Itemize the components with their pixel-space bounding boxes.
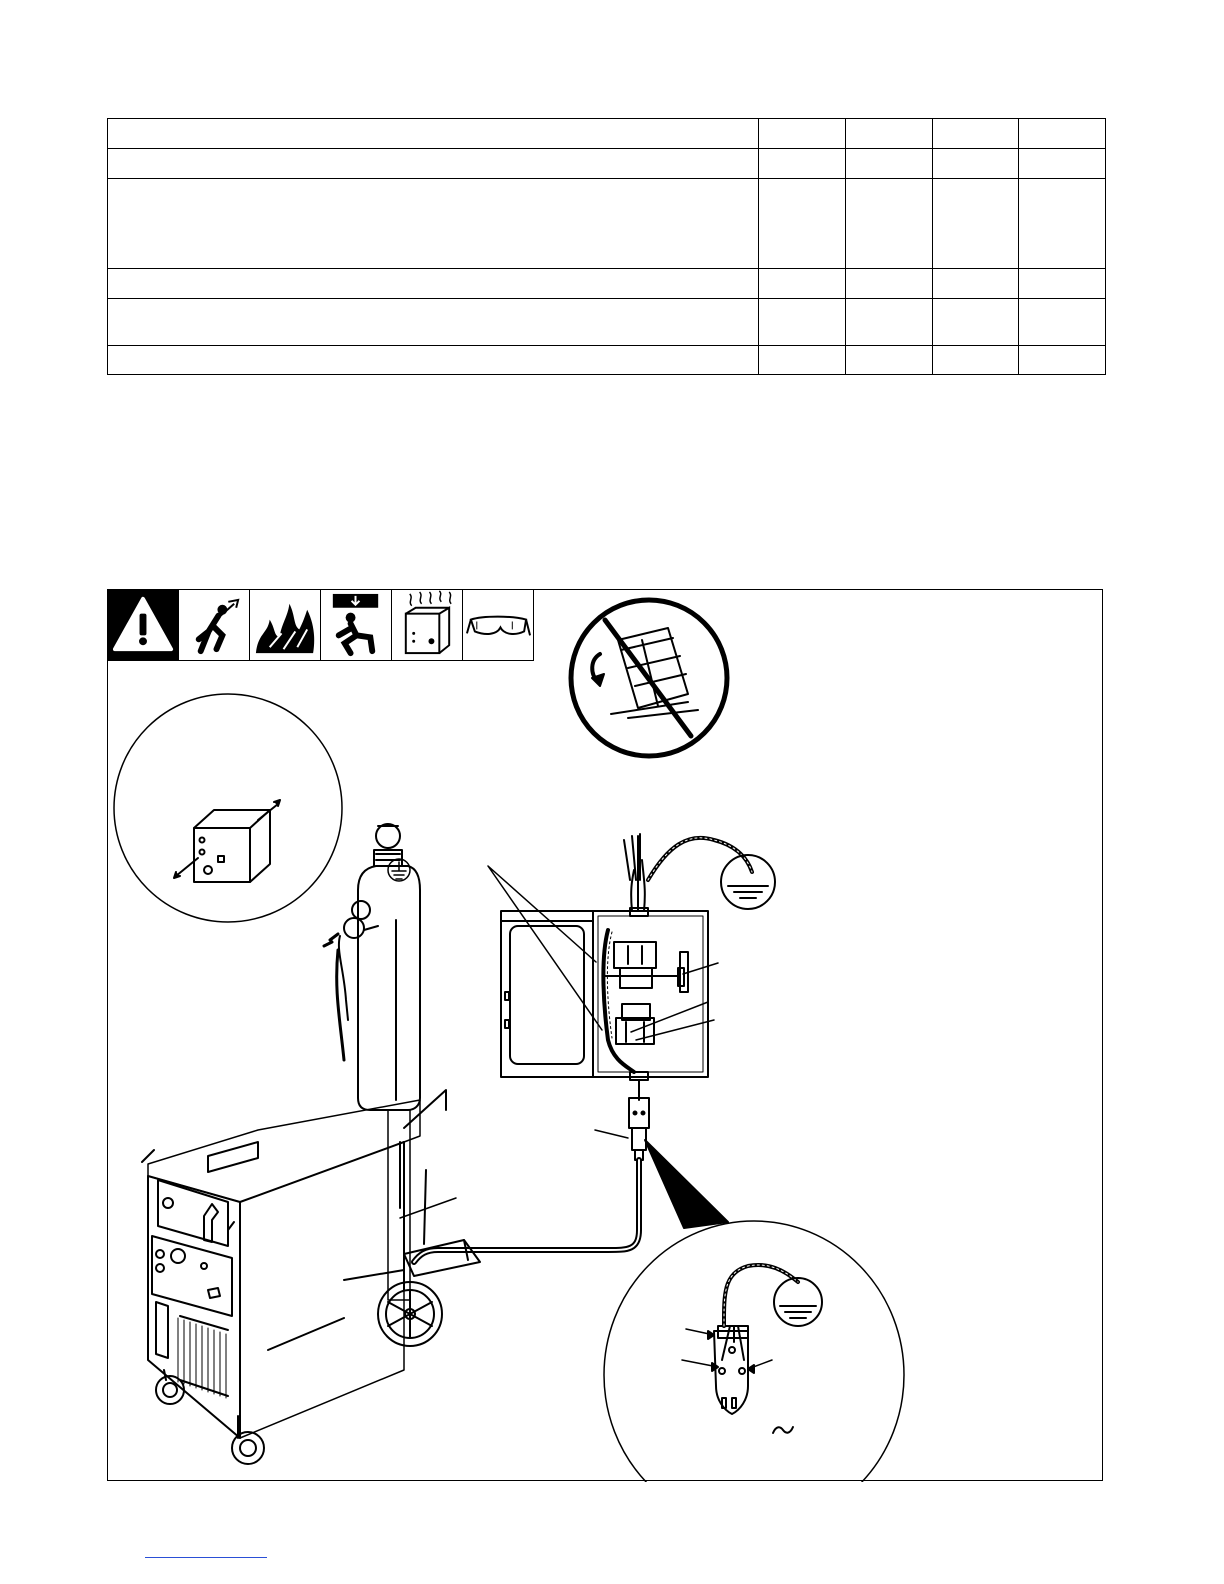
table-cell — [108, 119, 759, 149]
footer-link-underline[interactable] — [145, 1557, 267, 1558]
table-cell — [759, 179, 846, 269]
ground-symbol-icon — [388, 859, 410, 881]
spec-table — [107, 118, 1106, 375]
table-cell — [759, 269, 846, 299]
table-cell — [845, 299, 932, 346]
installation-diagram — [108, 590, 1104, 1482]
table-cell — [1019, 346, 1106, 375]
table-cell — [1019, 269, 1106, 299]
table-cell — [845, 179, 932, 269]
table-row — [108, 119, 1106, 149]
table-cell — [932, 119, 1019, 149]
table-cell — [932, 269, 1019, 299]
table-cell — [108, 269, 759, 299]
table-cell — [1019, 179, 1106, 269]
table-cell — [845, 346, 932, 375]
table-cell — [1019, 119, 1106, 149]
plug-wiring-detail — [604, 1221, 904, 1482]
table-cell — [1019, 149, 1106, 179]
disconnect-switch-box — [501, 834, 752, 1100]
table-cell — [845, 269, 932, 299]
table-cell — [759, 299, 846, 346]
table-cell — [932, 346, 1019, 375]
welding-power-source — [142, 920, 420, 1464]
table-cell — [759, 346, 846, 375]
table-cell — [759, 119, 846, 149]
table-cell — [932, 299, 1019, 346]
table-cell — [108, 346, 759, 375]
clearance-detail — [114, 694, 342, 922]
running-gear-cart — [268, 1090, 480, 1350]
table-row — [108, 179, 1106, 269]
table-cell — [845, 119, 932, 149]
table-cell — [1019, 299, 1106, 346]
table-row — [108, 149, 1106, 179]
ac-symbol — [773, 1427, 793, 1433]
table-row — [108, 269, 1106, 299]
gas-cylinder — [324, 824, 420, 1110]
table-cell — [845, 149, 932, 179]
table-row — [108, 299, 1106, 346]
no-tipping-icon — [571, 600, 727, 756]
table-cell — [108, 299, 759, 346]
table-cell — [108, 179, 759, 269]
installation-figure — [107, 589, 1103, 1481]
table-cell — [759, 149, 846, 179]
table-row — [108, 346, 1106, 375]
power-cord-plug — [414, 1098, 649, 1262]
table-cell — [932, 179, 1019, 269]
table-cell — [108, 149, 759, 179]
table-cell — [932, 149, 1019, 179]
